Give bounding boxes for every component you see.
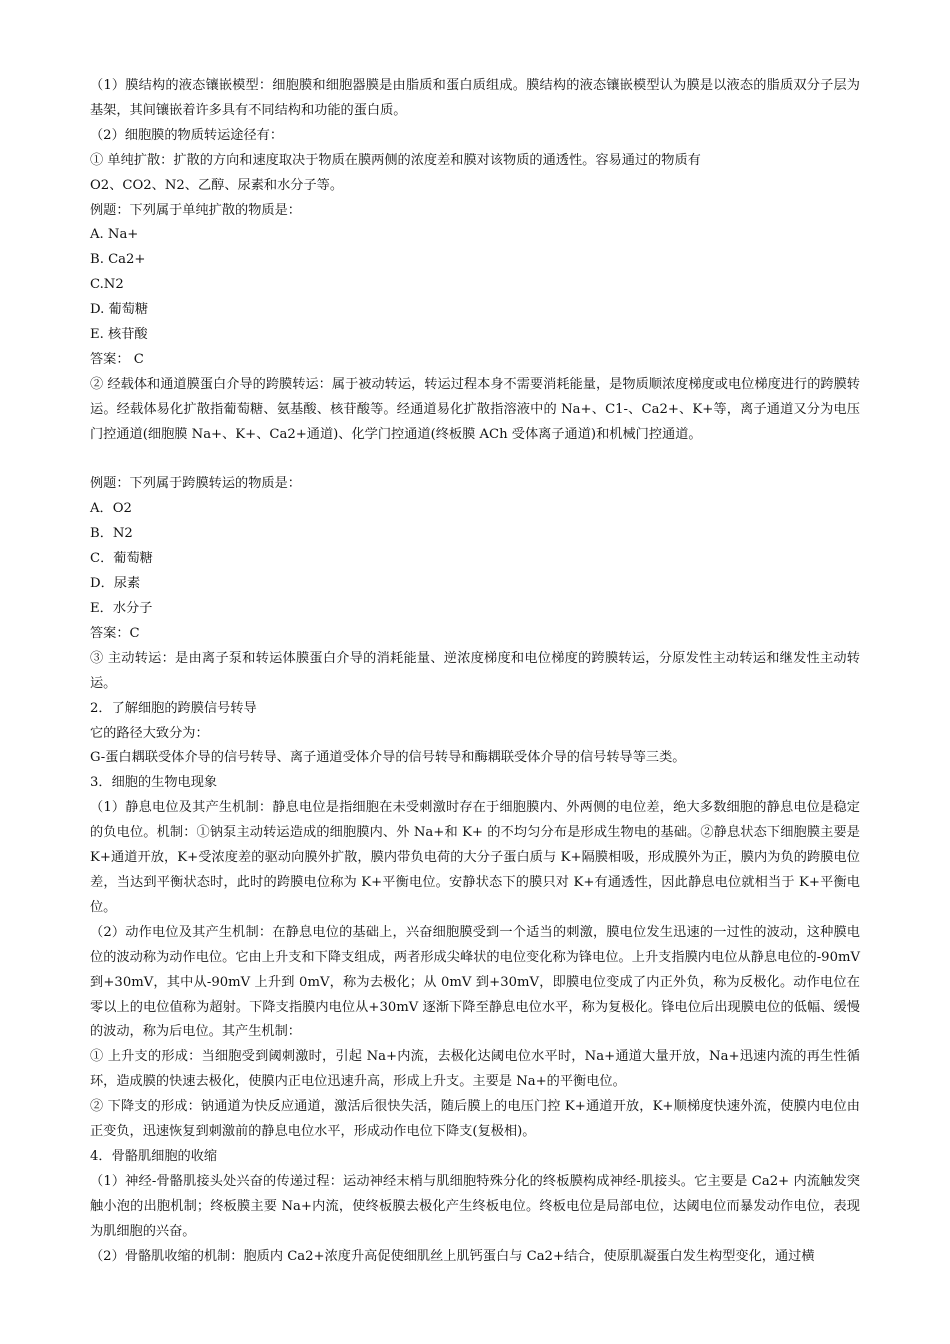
paragraph-contraction-mechanism: （2）骨骼肌收缩的机制：胞质内 Ca2+浓度升高促使细肌丝上肌钙蛋白与 Ca2+结合，使原肌凝蛋白发生构型变化，通过横	[90, 1248, 815, 1264]
example-1-answer: 答案： C	[90, 351, 144, 367]
example-1-option-a: A. Na+	[90, 227, 139, 243]
example-2-option-a: A．O2	[90, 501, 132, 517]
example-2-option-d: D．尿素	[90, 576, 141, 592]
section-heading-2: 2．了解细胞的跨膜信号转导	[90, 700, 257, 716]
paragraph-rising-phase: ① 上升支的形成：当细胞受到阈刺激时，引起 Na+内流，去极化达阈电位水平时，Na+通道大量开放，Na+迅速内流的再生性循环，造成膜的快速去极化，使膜内正电位迅速升高，形成上升支。主要是 Na+的平衡电位。	[90, 1049, 860, 1090]
document-page	[90, 74, 860, 1269]
example-2-option-c: C．葡萄糖	[90, 551, 153, 567]
paragraph-facilitated-diffusion: ② 经载体和通道膜蛋白介导的跨膜转运：属于被动转运，转运过程本身不需要消耗能量，是物质顺浓度梯度或电位梯度进行的跨膜转运。经载体易化扩散指葡萄糖、氨基酸、核苷酸等。经通道易化扩散指溶液中的 Na+、C1-、Ca2+、K+等，离子通道又分为电压门控通道(细胞膜 Na+、K+、Ca2+通道)、化学门控通道(终板膜 ACh 受体离子通道)和机械门控通道。	[90, 376, 860, 442]
example-1-option-c: C.N2	[90, 277, 124, 293]
paragraph-signal-routes: G-蛋白耦联受体介导的信号转导、离子通道受体介导的信号转导和酶耦联受体介导的信号转导等三类。	[90, 750, 686, 766]
paragraph-transport-routes: （2）细胞膜的物质转运途径有：	[90, 127, 284, 143]
paragraph-simple-diffusion-substances: O2、CO2、N2、乙醇、尿素和水分子等。	[90, 177, 344, 193]
paragraph-signal-routes-intro: 它的路径大致分为：	[90, 725, 209, 741]
paragraph-membrane-model: （1）膜结构的液态镶嵌模型：细胞膜和细胞器膜是由脂质和蛋白质组成。膜结构的液态镶嵌模型认为膜是以液态的脂质双分子层为基架，其间镶嵌着许多具有不同结构和功能的蛋白质。	[90, 78, 860, 118]
example-1-option-e: E. 核苷酸	[90, 327, 148, 343]
paragraph-neuromuscular-junction: （1）神经-骨骼肌接头处兴奋的传递过程：运动神经末梢与肌细胞特殊分化的终板膜构成神经-肌接头。它主要是 Ca2+ 内流触发突触小泡的出胞机制；终板膜主要 Na+内流，使终板膜去极化产生终板电位。终板电位是局部电位，达阈电位而暴发动作电位，表现为肌细胞的兴奋。	[90, 1173, 860, 1239]
example-2-option-e: E．水分子	[90, 601, 153, 617]
blank-line	[90, 448, 860, 473]
example-question-1: 例题：下列属于单纯扩散的物质是：	[90, 202, 301, 218]
paragraph-simple-diffusion: ① 单纯扩散：扩散的方向和速度取决于物质在膜两侧的浓度差和膜对该物质的通透性。容易通过的物质有	[90, 152, 701, 168]
paragraph-falling-phase: ② 下降支的形成：钠通道为快反应通道，激活后很快失活，随后膜上的电压门控 K+通道开放，K+顺梯度快速外流，使膜内电位由正变负，迅速恢复到刺激前的静息电位水平，形成动作电位下降支(复极相)。	[90, 1099, 860, 1140]
section-heading-3: 3．细胞的生物电现象	[90, 775, 218, 791]
example-1-option-b: B. Ca2+	[90, 252, 146, 268]
example-2-answer: 答案：C	[90, 625, 140, 641]
example-1-option-d: D. 葡萄糖	[90, 302, 149, 318]
section-heading-4: 4．骨骼肌细胞的收缩	[90, 1148, 218, 1164]
example-2-option-b: B．N2	[90, 526, 133, 542]
paragraph-active-transport: ③ 主动转运：是由离子泵和转运体膜蛋白介导的消耗能量、逆浓度梯度和电位梯度的跨膜转运，分原发性主动转运和继发性主动转运。	[90, 650, 860, 691]
paragraph-action-potential: （2）动作电位及其产生机制：在静息电位的基础上，兴奋细胞膜受到一个适当的刺激，膜电位发生迅速的一过性的波动，这种膜电位的波动称为动作电位。它由上升支和下降支组成，两者形成尖峰状的电位变化称为锋电位。上升支指膜内电位从静息电位的-90mV 到+30mV，其中从-90mV 上升到 0mV，称为去极化；从 0mV 到+30mV，即膜电位变成了内正外负，称为反极化。动作电位在零以上的电位值称为超射。下降支指膜内电位从+30mV 逐渐下降至静息电位水平，称为复极化。锋电位后出现膜电位的低幅、缓慢的波动，称为后电位。其产生机制：	[90, 924, 860, 1040]
example-question-2: 例题：下列属于跨膜转运的物质是：	[90, 476, 301, 492]
paragraph-resting-potential: （1）静息电位及其产生机制：静息电位是指细胞在未受刺激时存在于细胞膜内、外两侧的电位差，绝大多数细胞的静息电位是稳定的负电位。机制：①钠泵主动转运造成的细胞膜内、外 Na+和 K+ 的不均匀分布是形成生物电的基础。②静息状态下细胞膜主要是 K+通道开放，K+受浓度差的驱动向膜外扩散，膜内带负电荷的大分子蛋白质与 K+隔膜相吸，形成膜外为正，膜内为负的跨膜电位差，当达到平衡状态时，此时的跨膜电位称为 K+平衡电位。安静状态下的膜只对 K+有通透性，因此静息电位就相当于 K+平衡电位。	[90, 800, 860, 915]
